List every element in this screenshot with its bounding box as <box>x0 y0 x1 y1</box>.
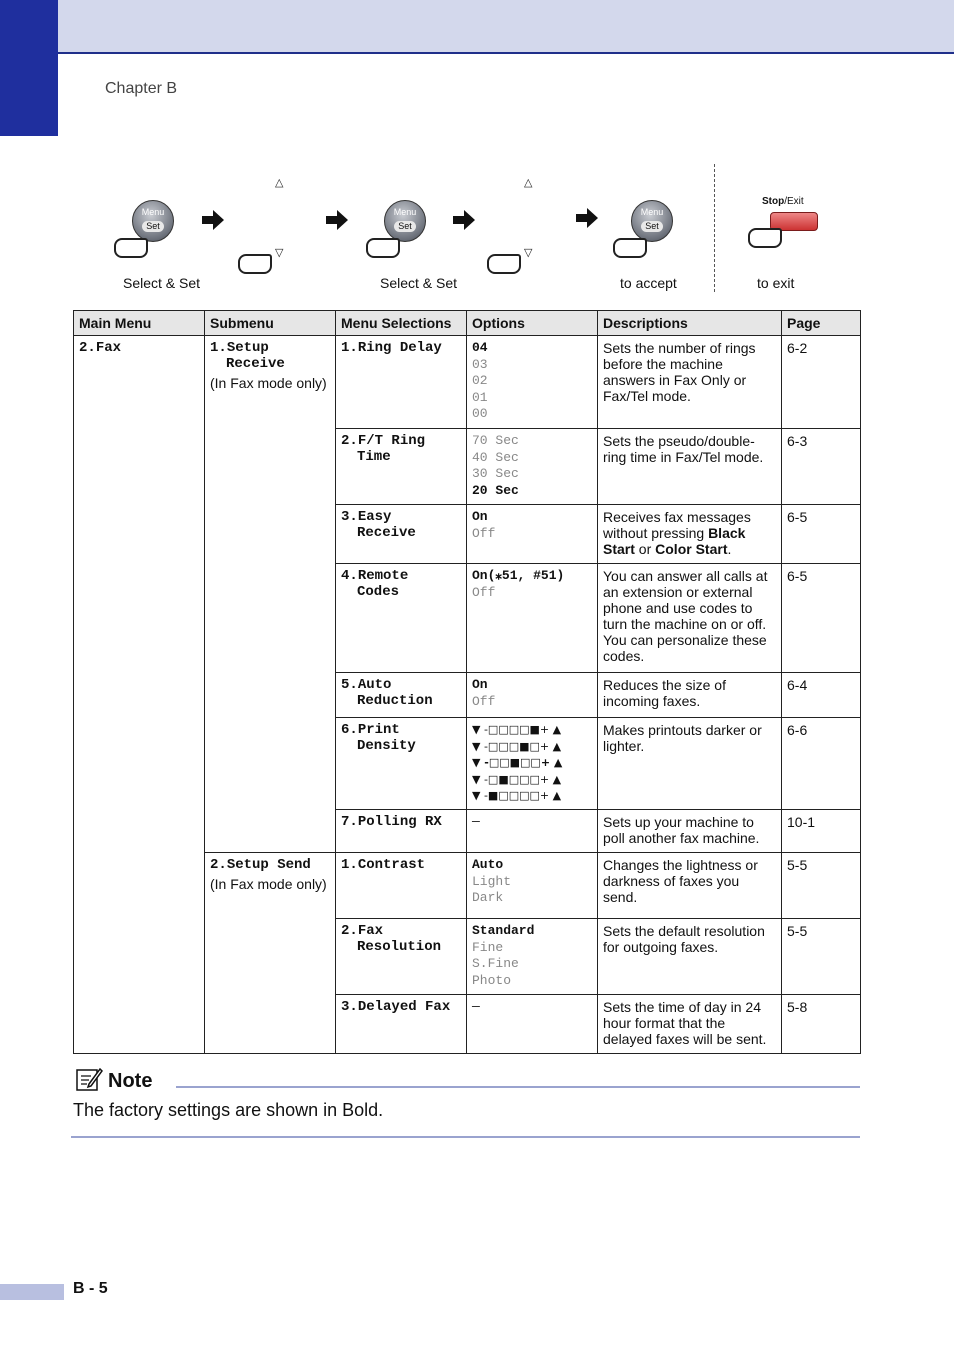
right-arrow-icon <box>326 210 348 230</box>
column-header: Options <box>467 311 598 336</box>
menu-set-button-icon: Menu Set <box>132 200 174 242</box>
right-arrow-icon <box>202 210 224 230</box>
options-cell: 04 03 02 01 00 <box>467 336 598 429</box>
page-cell: 6-3 <box>782 429 861 505</box>
select-set-label: Select & Set <box>380 275 458 291</box>
to-accept-label: to accept <box>620 275 677 291</box>
up-triangle-icon: △ <box>275 177 284 189</box>
main-menu-cell: 2.Fax <box>74 336 205 1054</box>
description-cell: Reduces the size of incoming faxes. <box>598 673 782 718</box>
menu-set-button-icon: Menu Set <box>384 200 426 242</box>
right-arrow-icon <box>576 208 598 228</box>
options-cell: — <box>467 810 598 853</box>
options-cell: On(⁎51, #51) Off <box>467 564 598 673</box>
options-cell: — <box>467 995 598 1054</box>
selection-cell: 5.Auto Reduction <box>336 673 467 718</box>
density-level: ▼ -□□□□■+ ▲ <box>472 723 562 736</box>
footer-band <box>0 1284 64 1300</box>
column-header: Submenu <box>205 311 336 336</box>
pressing-hand-icon <box>748 228 782 248</box>
menu-table <box>73 310 861 1054</box>
chapter-tab <box>0 0 58 136</box>
navigation-diagram <box>100 160 860 300</box>
menu-set-button-icon: Menu Set <box>631 200 673 242</box>
page-cell: 5-5 <box>782 919 861 995</box>
right-arrow-icon <box>453 210 475 230</box>
density-level: ▼ -□■□□□+ ▲ <box>472 772 562 786</box>
description-cell: Receives fax messages without pressing Black Start or Color Start. <box>598 505 782 564</box>
options-cell: Standard Fine S.Fine Photo <box>467 919 598 995</box>
description-cell: Sets the number of rings before the machine answers in Fax Only or Fax/Tel mode. <box>598 336 782 429</box>
density-level: ▼ -□□□■□+ ▲ <box>472 739 562 753</box>
down-triangle-icon: ▽ <box>275 247 284 259</box>
down-triangle-icon: ▽ <box>524 247 533 259</box>
pressing-hand-icon <box>366 238 400 258</box>
page-number: B - 5 <box>73 1280 108 1297</box>
description-cell: Sets the default resolution for outgoing faxes. <box>598 919 782 995</box>
page-cell: 6-6 <box>782 718 861 810</box>
description-cell: Sets the time of day in 24 hour format that the delayed faxes will be sent. <box>598 995 782 1054</box>
page-cell: 5-5 <box>782 853 861 919</box>
description-cell: You can answer all calls at an extension or external phone and use codes to turn the machine on or off. You can personalize these codes. <box>598 564 782 673</box>
column-header: Main Menu <box>74 311 205 336</box>
submenu-cell: 2.Setup Send (In Fax mode only) <box>205 853 336 1054</box>
page-cell: 10-1 <box>782 810 861 853</box>
page-cell: 6-5 <box>782 505 861 564</box>
options-cell: 70 Sec 40 Sec 30 Sec 20 Sec <box>467 429 598 505</box>
description-cell: Changes the lightness or darkness of faxes you send. <box>598 853 782 919</box>
selection-cell: 2.F/T Ring Time <box>336 429 467 505</box>
options-cell: On Off <box>467 673 598 718</box>
density-level: ▼ -□□■□□+ ▲ <box>472 756 563 769</box>
selection-cell: 1.Contrast <box>336 853 467 919</box>
selection-cell: 6.Print Density <box>336 718 467 810</box>
stop-exit-label: Stop/Exit <box>762 196 804 207</box>
pressing-hand-icon <box>613 238 647 258</box>
selection-cell: 7.Polling RX <box>336 810 467 853</box>
pressing-hand-icon <box>238 254 272 274</box>
header-band <box>0 0 954 54</box>
select-set-label: Select & Set <box>123 275 201 291</box>
divider <box>714 164 715 292</box>
selection-cell: 1.Ring Delay <box>336 336 467 429</box>
page-cell: 6-5 <box>782 564 861 673</box>
column-header: Page <box>782 311 861 336</box>
submenu-cell: 1.Setup Receive (In Fax mode only) <box>205 336 336 853</box>
table-header-row <box>74 311 861 336</box>
note-divider <box>176 1086 860 1088</box>
chapter-label: Chapter B <box>105 80 178 97</box>
selection-cell: 2.Fax Resolution <box>336 919 467 995</box>
note-text: The factory settings are shown in Bold. <box>73 1100 384 1120</box>
note-pencil-icon <box>75 1066 103 1092</box>
pressing-hand-icon <box>487 254 521 274</box>
page-cell: 6-4 <box>782 673 861 718</box>
column-header: Menu Selections <box>336 311 467 336</box>
page-cell: 6-2 <box>782 336 861 429</box>
note-title: Note <box>108 1070 153 1092</box>
description-cell: Sets up your machine to poll another fax machine. <box>598 810 782 853</box>
selection-cell: 3.Delayed Fax <box>336 995 467 1054</box>
selection-cell: 3.Easy Receive <box>336 505 467 564</box>
selection-cell: 4.Remote Codes <box>336 564 467 673</box>
pressing-hand-icon <box>114 238 148 258</box>
density-level: ▼ -■□□□□+ ▲ <box>472 789 562 802</box>
note-bottom-divider <box>71 1136 860 1138</box>
description-cell: Makes printouts darker or lighter. <box>598 718 782 810</box>
table-row <box>74 336 861 429</box>
description-cell: Sets the pseudo/double-ring time in Fax/Tel mode. <box>598 429 782 505</box>
page-cell: 5-8 <box>782 995 861 1054</box>
options-cell <box>467 718 598 810</box>
options-cell: On Off <box>467 505 598 564</box>
to-exit-label: to exit <box>757 275 795 291</box>
options-cell: Auto Light Dark <box>467 853 598 919</box>
up-triangle-icon: △ <box>524 177 533 189</box>
column-header: Descriptions <box>598 311 782 336</box>
